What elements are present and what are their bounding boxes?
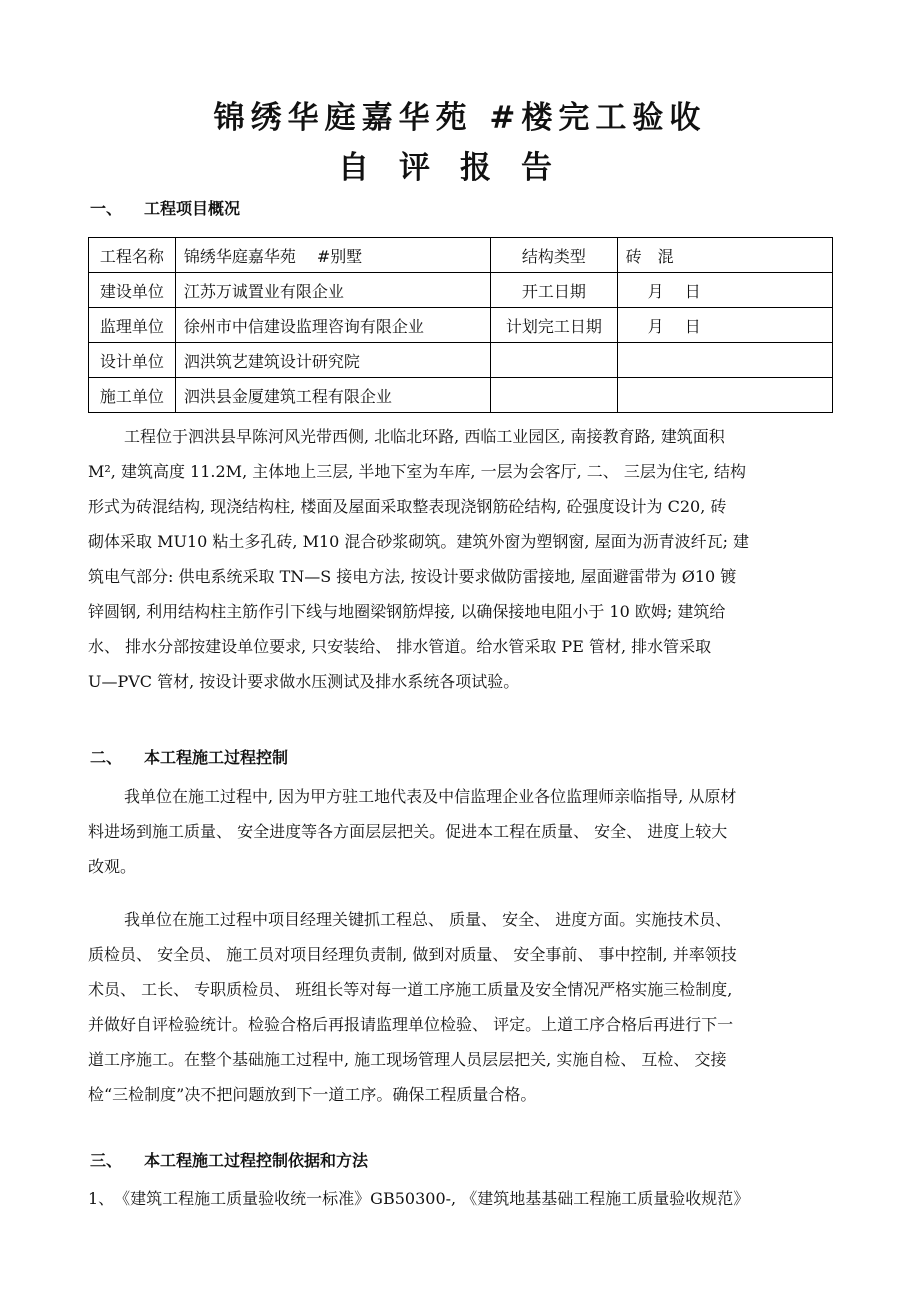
table-cell-label: 开工日期: [491, 273, 618, 308]
table-cell-label: 计划完工日期: [491, 308, 618, 343]
table-row: [89, 273, 833, 308]
text-line: M², 建筑高度 11.2M, 主体地上三层, 半地下室为车库, 一层为会客厅, 二、 三层为住宅, 结构: [88, 462, 747, 481]
table-cell-label: 工程名称: [89, 238, 176, 273]
text-line: 工程位于泗洪县早陈河风光带西侧, 北临北环路, 西临工业园区, 南接教育路, 建筑面积: [124, 427, 725, 446]
table-cell-value: 泗洪筑艺建筑设计研究院: [175, 343, 490, 378]
paragraph-management: [88, 902, 836, 1112]
document-title: 锦绣华庭嘉华苑 #楼完工验收: [213, 100, 707, 136]
section-heading-1: [90, 196, 240, 219]
table-cell-label: [491, 378, 618, 413]
text-line: 1、 《建筑工程施工质量验收统一标准》GB50300-, 《建筑地基基础工程施工质量验收规范》: [88, 1189, 750, 1208]
table-cell-value: [617, 378, 832, 413]
table-cell-label: 结构类型: [491, 238, 618, 273]
table-cell-value: [617, 343, 832, 378]
section-label: 工程项目概况: [144, 199, 241, 218]
table-cell-label: 建设单位: [89, 273, 176, 308]
section-heading-2: [90, 745, 288, 768]
text-line: U—PVC 管材, 按设计要求做水压测试及排水系统各项试验。: [88, 672, 520, 691]
section-label: 本工程施工过程控制依据和方法: [144, 1151, 369, 1170]
text-line: 道工序施工。在整个基础施工过程中, 施工现场管理人员层层把关, 实施自检、 互检、 交接: [88, 1050, 727, 1069]
table-cell-label: 设计单位: [89, 343, 176, 378]
table-row: [89, 343, 833, 378]
section-number: 一、: [90, 199, 123, 218]
table-cell-label: 施工单位: [89, 378, 176, 413]
text-line: 砌体采取 MU10 粘土多孔砖, M10 混合砂浆砌筑。建筑外窗为塑钢窗, 屋面为沥青波纤瓦; 建: [88, 532, 750, 551]
section-heading-3: [90, 1148, 368, 1171]
table-cell-value: 砖 混: [617, 238, 832, 273]
table-cell-value: 月 日: [617, 308, 832, 343]
document-subtitle: 自评报告: [338, 150, 582, 186]
paragraph-standards: [88, 1181, 836, 1216]
table-row: [89, 308, 833, 343]
table-row: [89, 238, 833, 273]
section-label: 本工程施工过程控制: [144, 748, 289, 767]
text-line: 锌圆钢, 利用结构柱主筋作引下线与地圈梁钢筋焊接, 以确保接地电阻小于 10 欧姆; 建筑给: [88, 602, 726, 621]
section-number: 三、: [90, 1151, 123, 1170]
text-line: 料进场到施工质量、 安全进度等各方面层层把关。促进本工程在质量、 安全、 进度上较大: [88, 822, 728, 841]
text-line: 筑电气部分: 供电系统采取 TN—S 接电方法, 按设计要求做防雷接地, 屋面避雷带为 Ø10 镀: [88, 567, 737, 586]
text-line: 改观。: [88, 857, 137, 876]
paragraph-control: [88, 779, 836, 884]
text-line: 形式为砖混结构, 现浇结构柱, 楼面及屋面采取整表现浇钢筋砼结构, 砼强度设计为 C20, 砖: [88, 497, 727, 516]
table-cell-value: 徐州市中信建设监理咨询有限企业: [175, 308, 490, 343]
paragraph-overview: [88, 419, 836, 699]
table-cell-value: 泗洪县金厦建筑工程有限企业: [175, 378, 490, 413]
text-line: 检“三检制度”决不把问题放到下一道工序。确保工程质量合格。: [88, 1085, 537, 1104]
text-line: 并做好自评检验统计。检验合格后再报请监理单位检验、 评定。上道工序合格后再进行下一: [88, 1015, 734, 1034]
section-number: 二、: [90, 748, 123, 767]
text-line: 我单位在施工过程中, 因为甲方驻工地代表及中信监理企业各位监理师亲临指导, 从原材: [124, 787, 737, 806]
table-cell-value: 锦绣华庭嘉华苑 #别墅: [175, 238, 490, 273]
project-info-table: [88, 237, 833, 413]
text-line: 术员、 工长、 专职质检员、 班组长等对每一道工序施工质量及安全情况严格实施三检制度,: [88, 980, 733, 999]
text-line: 水、 排水分部按建设单位要求, 只安装给、 排水管道。给水管采取 PE 管材, 排水管采取: [88, 637, 712, 656]
text-line: 质检员、 安全员、 施工员对项目经理负责制, 做到对质量、 安全事前、 事中控制, 并率领技: [88, 945, 737, 964]
table-cell-value: 月 日: [617, 273, 832, 308]
table-cell-label: [491, 343, 618, 378]
table-row: [89, 378, 833, 413]
table-cell-label: 监理单位: [89, 308, 176, 343]
text-line: 我单位在施工过程中项目经理关键抓工程总、 质量、 安全、 进度方面。实施技术员、: [124, 910, 732, 929]
table-cell-value: 江苏万诚置业有限企业: [175, 273, 490, 308]
